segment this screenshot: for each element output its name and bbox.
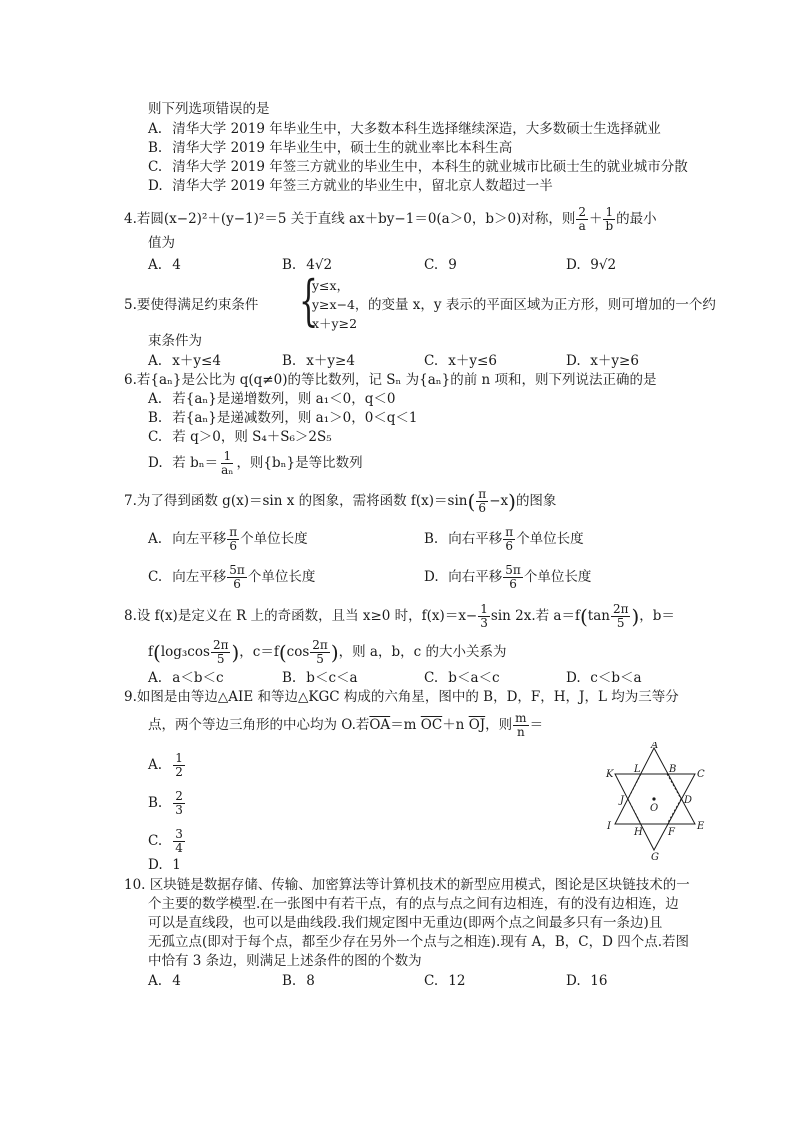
q3-stem: 则下列选项错误的是 [148, 101, 270, 117]
q9-fraction-mn: $\frac{m}{n}$ [515, 711, 527, 739]
label-l: L [634, 764, 641, 775]
q5-stem-b: 的变量 x，y 表示的平面区域为正方形，则可增加的一个约 [368, 297, 716, 313]
q6-stem: 6.若{aₙ}是公比为 q(q≠0)的等比数列，记 Sₙ 为{aₙ}的前 n 项和，则下列说法正确的是 [124, 372, 657, 388]
q8-stem-line2: f(log₃cos $\frac{2\pi}{5}$ )，c＝f(cos $\frac{2\pi}{5}$ )，则 a，b，c 的大小关系为 [148, 638, 507, 666]
q9-stem-line2: 点，两个等边三角形的中心均为 O.若$\overline{OA}=m$ $\overline{OC}+n$ $\overline{OJ}$，则 $\frac{m}{n}$ ＝ [148, 711, 544, 739]
q5-constraint-2: y≥x−4， [312, 297, 368, 312]
q9-c-fraction: $\frac{3}{4}$ [175, 827, 183, 855]
label-h: H [634, 827, 643, 838]
q6-option-c: C. 若 q＞0，则 S₄＋S₆＞2S₅ [148, 429, 332, 445]
q7-option-b: B. 向右平移 $\frac{\pi}{6}$ 个单位长度 [424, 525, 584, 553]
q6-fraction: $\frac{1}{\text{aₙ}}$ [221, 449, 234, 477]
q5-option-d: D. x＋y≥6 [566, 353, 639, 369]
q8-option-b: B. b＜c＜a [282, 670, 358, 686]
q5-brace: { [299, 269, 318, 332]
q8-fraction-log: $\frac{2\pi}{5}$ [212, 638, 229, 666]
q9-option-d: D. 1 [148, 857, 181, 873]
label-e: E [697, 821, 705, 832]
label-i: I [607, 821, 611, 832]
q8-fraction-1-3: $\frac{1}{3}$ [480, 602, 488, 630]
q3-option-c: C. 清华大学 2019 年签三方就业的毕业生中，本科生的就业城市比硕士生的就业城市分散 [148, 159, 688, 175]
label-a: A [651, 742, 659, 751]
q4-stem: 4.若圆(x−2)²＋(y−1)²＝5 关于直线 ax＋by−1＝0(a＞0，b＞0)对称，则 $\frac{2}{a}$ ＋ $\frac{1}{b}$ 的最小 [124, 205, 657, 233]
q7-fraction-pi-6: $\frac{\pi}{6}$ [478, 487, 487, 515]
q9-stem: 9.如图是由等边△AIE 和等边△KGC 构成的六角星，图中的 B，D，F，H，J，L 均为三等分 [124, 689, 679, 705]
q6-option-b: B. 若{aₙ}是递减数列，则 a₁＞0，0＜q＜1 [148, 410, 418, 426]
q3-option-b: B. 清华大学 2019 年毕业生中，硕士生的就业率比本科生高 [148, 140, 513, 156]
q10-line-2: 个主要的数学模型.在一张图中有若干点，有的点与点之间有边相连，有的没有边相连，边 [148, 896, 679, 912]
q9-option-c: C. $\frac{3}{4}$ [148, 827, 183, 855]
q8-fraction-cos: $\frac{2\pi}{5}$ [312, 638, 328, 666]
label-d: D [684, 795, 693, 806]
hexagram-figure [598, 742, 710, 862]
q3-option-a: A. 清华大学 2019 年毕业生中，大多数本科生选择继续深造，大多数硕士生选择就业 [148, 121, 661, 137]
q5-stem-c: 束条件为 [148, 333, 202, 349]
q10-option-b: B. 8 [282, 973, 315, 989]
q7-d-fraction: $\frac{5\pi}{6}$ [505, 563, 521, 591]
q8-option-d: D. c＜b＜a [566, 670, 642, 686]
q8-stem: 8.设 f(x)是定义在 R 上的奇函数，且当 x≥0 时，f(x)＝x− $\frac{1}{3}$ sin 2x.若 a＝f(tan $\frac{2\pi}{5}$ )，b＝ [124, 602, 675, 630]
label-c: C [697, 769, 705, 780]
q4-option-d: D. 9√2 [566, 257, 617, 273]
q10-line-1: 10. 区块链是数据存储、传输、加密算法等计算机技术的新型应用模式，图论是区块链技术的一 [124, 877, 690, 893]
q5-stem: 5.要使得满足约束条件 [124, 297, 259, 313]
q5-constraint-1: y≤x， [312, 278, 350, 293]
q8-option-a: A. a＜b＜c [148, 670, 224, 686]
q5-option-a: A. x＋y≤4 [148, 353, 221, 369]
label-j: J [620, 795, 625, 806]
q7-b-fraction: $\frac{\pi}{6}$ [505, 525, 514, 553]
q5-option-b: B. x＋y≥4 [282, 353, 355, 369]
q7-option-c: C. 向左平移 $\frac{5\pi}{6}$ 个单位长度 [148, 563, 316, 591]
label-o: O [650, 803, 659, 814]
q7-stem: 7.为了得到函数 g(x)＝sin x 的图象，需将函数 f(x)＝sin( $\frac{\pi}{6}$ −x)的图象 [124, 487, 557, 515]
q4-fraction-1-b: $\frac{1}{b}$ [605, 205, 614, 233]
q10-option-a: A. 4 [148, 973, 181, 989]
q5-option-c: C. x＋y≤6 [424, 353, 497, 369]
q4-option-c: C. 9 [424, 257, 457, 273]
label-k: K [606, 769, 614, 780]
dashed-line-df [667, 799, 681, 824]
q7-a-fraction: $\frac{\pi}{6}$ [229, 525, 238, 553]
label-g: G [651, 852, 659, 862]
q7-option-d: D. 向右平移 $\frac{5\pi}{6}$ 个单位长度 [424, 563, 592, 591]
center-point-o [652, 797, 655, 800]
q8-option-c: C. b＜a＜c [424, 670, 500, 686]
q10-line-5: 中恰有 3 条边，则满足上述条件的图的个数为 [148, 953, 422, 969]
q6-option-d: D. 若 bₙ＝ $\frac{1}{\text{aₙ}}$ ，则{bₙ}是等比数列 [148, 449, 363, 477]
q10-option-c: C. 12 [424, 973, 466, 989]
q4-option-a: A. 4 [148, 257, 181, 273]
q9-option-a: A. $\frac{1}{2}$ [148, 751, 183, 779]
q8-fraction-tan: $\frac{2\pi}{5}$ [612, 602, 629, 630]
q10-line-4: 无孤立点(即对于每个点，都至少存在另外一个点与之相连).现有 A，B，C，D 四个点.若图 [148, 934, 690, 950]
q3-option-d: D. 清华大学 2019 年签三方就业的毕业生中，留北京人数超过一半 [148, 178, 553, 194]
q10-line-3: 可以是直线段，也可以是曲线段.我们规定图中无重边(即两个点之间最多只有一条边)且 [148, 915, 663, 931]
q4-option-b: B. 4√2 [282, 257, 333, 273]
q9-a-fraction: $\frac{1}{2}$ [175, 751, 183, 779]
q7-c-fraction: $\frac{5\pi}{6}$ [229, 563, 245, 591]
q4-stem-cont: 值为 [148, 235, 175, 251]
dashed-line-bd [667, 774, 681, 799]
q7-option-a: A. 向左平移 $\frac{\pi}{6}$ 个单位长度 [148, 525, 308, 553]
q9-option-b: B. $\frac{2}{3}$ [148, 789, 183, 817]
q4-fraction-2-a: $\frac{2}{a}$ [578, 205, 586, 233]
q6-option-a: A. 若{aₙ}是递增数列，则 a₁＜0，q＜0 [148, 391, 396, 407]
label-f: F [668, 827, 675, 838]
q9-b-fraction: $\frac{2}{3}$ [175, 789, 183, 817]
label-b: B [669, 764, 677, 775]
q5-constraint-3: x＋y≥2 [312, 316, 358, 331]
q10-option-d: D. 16 [566, 973, 608, 989]
